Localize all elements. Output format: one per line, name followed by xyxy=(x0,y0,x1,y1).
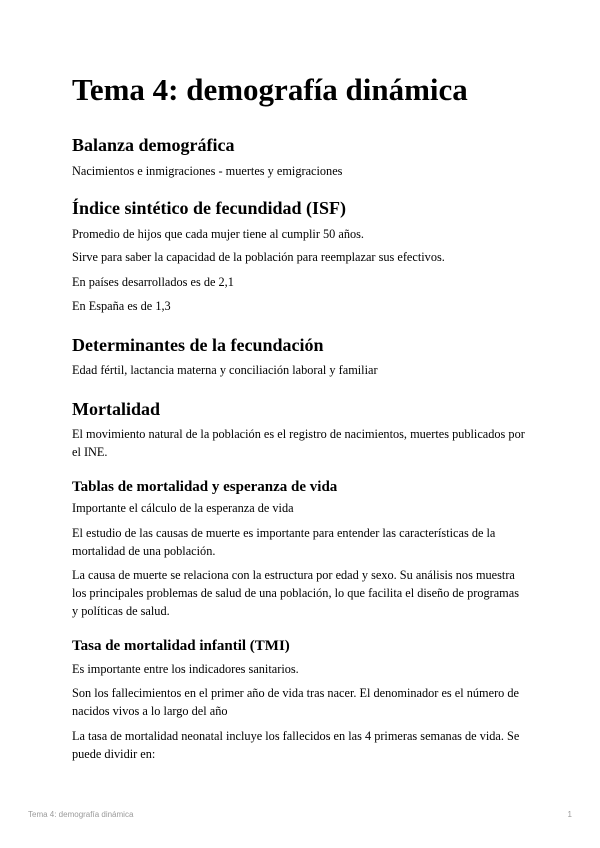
paragraph: El movimiento natural de la población es el registro de nacimientos, muertes publicados por el INE. xyxy=(72,427,525,459)
footer-page-number: 1 xyxy=(567,810,572,819)
paragraph: Nacimientos e inmigraciones - muertes y emigraciones xyxy=(72,164,343,178)
heading-isf: Índice sintético de fecundidad (ISF) xyxy=(72,198,347,218)
heading-tmi: Tasa de mortalidad infantil (TMI) xyxy=(72,638,290,654)
paragraph: Sirve para saber la capacidad de la población para reemplazar sus efectivos. xyxy=(72,250,445,264)
paragraph: En España es de 1,3 xyxy=(72,299,171,313)
footer-title: Tema 4: demografía dinámica xyxy=(28,810,134,819)
heading-mortalidad: Mortalidad xyxy=(72,399,160,419)
paragraph: Es importante entre los indicadores sanitarios. xyxy=(72,662,299,676)
paragraph: El estudio de las causas de muerte es importante para entender las características de la mortalidad de una población. xyxy=(72,526,496,558)
heading-determinantes: Determinantes de la fecundación xyxy=(72,335,324,355)
paragraph: Edad fértil, lactancia materna y conciliación laboral y familiar xyxy=(72,363,378,377)
page-title: Tema 4: demografía dinámica xyxy=(72,72,468,107)
paragraph: La causa de muerte se relaciona con la estructura por edad y sexo. Su análisis nos muestra los principales problemas de salud de una población, lo que facilita el diseño de programas y políticas de salud. xyxy=(72,568,519,618)
paragraph: La tasa de mortalidad neonatal incluye los fallecidos en las 4 primeras semanas de vida. Se puede dividir en: xyxy=(72,729,520,761)
paragraph: Son los fallecimientos en el primer año de vida tras nacer. El denominador es el número de nacidos vivos a lo largo del año xyxy=(72,686,519,718)
heading-balanza: Balanza demográfica xyxy=(72,135,235,155)
paragraph: Promedio de hijos que cada mujer tiene al cumplir 50 años. xyxy=(72,227,364,241)
paragraph: Importante el cálculo de la esperanza de vida xyxy=(72,501,294,515)
heading-tablas: Tablas de mortalidad y esperanza de vida xyxy=(72,479,338,495)
paragraph: En países desarrollados es de 2,1 xyxy=(72,275,234,289)
